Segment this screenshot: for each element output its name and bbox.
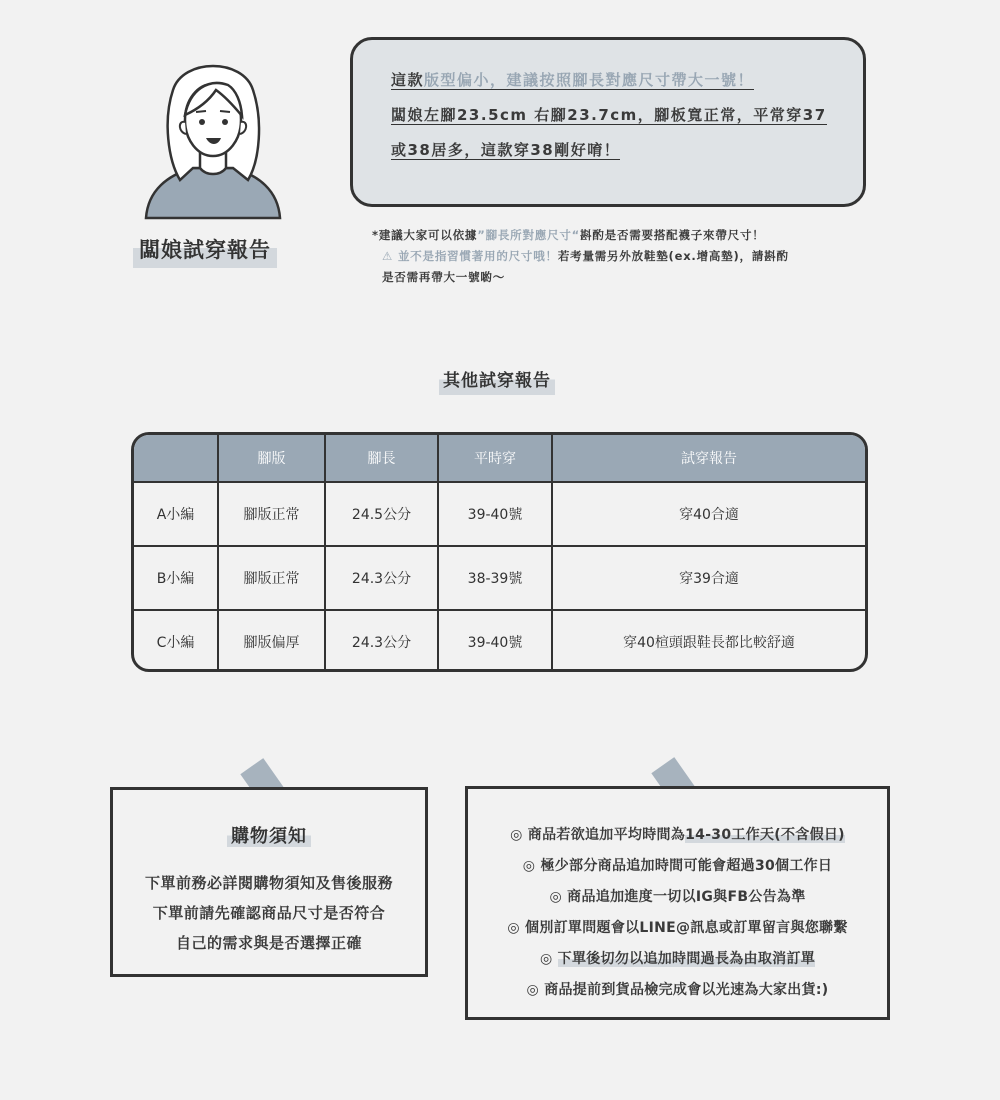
purchase-notice-box [110,787,428,977]
table-header: 腳長 [325,435,438,482]
bubble-line-3: 或38居多，這款穿38剛好唷！ [391,141,621,159]
bubble-prefix: 這款 [391,71,425,89]
table-cell: 腳版偏厚 [218,610,325,672]
owner-avatar-illustration [138,50,288,220]
other-reports-title: 其他試穿報告 [439,367,555,395]
note-line-3: 是否需再帶大一號喲～ [382,270,505,284]
table-header: 平時穿 [438,435,552,482]
bubble-highlight: 版型偏小，建議按照腳長對應尺寸帶大一號！ [424,71,755,89]
table-cell: 穿39合適 [552,546,865,610]
note-line-1: *建議大家可以依據”腳長所對應尺寸“斟酌是否需要搭配襪子來帶尺寸！ [372,228,765,242]
delivery-line: ◎ 個別訂單問題會以LINE@訊息或訂單留言與您聯繫 [507,920,848,936]
bubble-line-2: 闆娘左腳23.5cm 右腳23.7cm，腳板寬正常，平常穿37 [391,106,827,124]
delivery-notice-box [465,786,890,1020]
delivery-line: ◎ 商品若欲追加平均時間為14-30工作天(不含假日) [510,827,845,843]
table-cell: 39-40號 [438,482,552,546]
table-header: 腳版 [218,435,325,482]
table-row [134,546,865,610]
table-header-row [134,435,865,482]
purchase-line: 下單前請先確認商品尺寸是否符合 [152,904,386,922]
delivery-line: ◎ 極少部分商品追加時間可能會超過30個工作日 [522,858,833,874]
purchase-notice-title: 購物須知 [113,822,425,848]
table-header: 試穿報告 [552,435,865,482]
table-cell: 24.3公分 [325,610,438,672]
table-cell: 39-40號 [438,610,552,672]
bubble-line-1 [391,70,863,90]
table-cell: A小編 [134,482,218,546]
note-line-2: ⚠ 並不是指習慣著用的尺寸哦！若考量需另外放鞋墊(ex.增高墊)，請斟酌 [382,249,789,263]
table-cell: C小編 [134,610,218,672]
warning-icon: ⚠ [382,249,394,263]
table-cell: 穿40楦頭跟鞋長都比較舒適 [552,610,865,672]
owner-speech-bubble [350,37,866,207]
table-cell: 穿40合適 [552,482,865,546]
table-cell: 腳版正常 [218,546,325,610]
table-cell: 24.3公分 [325,546,438,610]
owner-report-title: 闆娘試穿報告 [133,232,277,268]
fitting-report-table [131,432,868,672]
delivery-line: ◎ 下單後切勿以追加時間過長為由取消訂單 [539,951,816,967]
table-row [134,482,865,546]
purchase-line: 自己的需求與是否選擇正確 [175,934,362,952]
table-row [134,610,865,672]
table-cell: B小編 [134,546,218,610]
table-cell: 腳版正常 [218,482,325,546]
size-notes [372,225,852,288]
delivery-line: ◎ 商品追加進度一切以IG與FB公告為準 [549,889,806,905]
table-cell: 38-39號 [438,546,552,610]
table-cell: 24.5公分 [325,482,438,546]
table-header [134,435,218,482]
delivery-line: ◎ 商品提前到貨品檢完成會以光速為大家出貨:) [526,982,829,998]
purchase-line: 下單前務必詳閱購物須知及售後服務 [144,874,393,892]
